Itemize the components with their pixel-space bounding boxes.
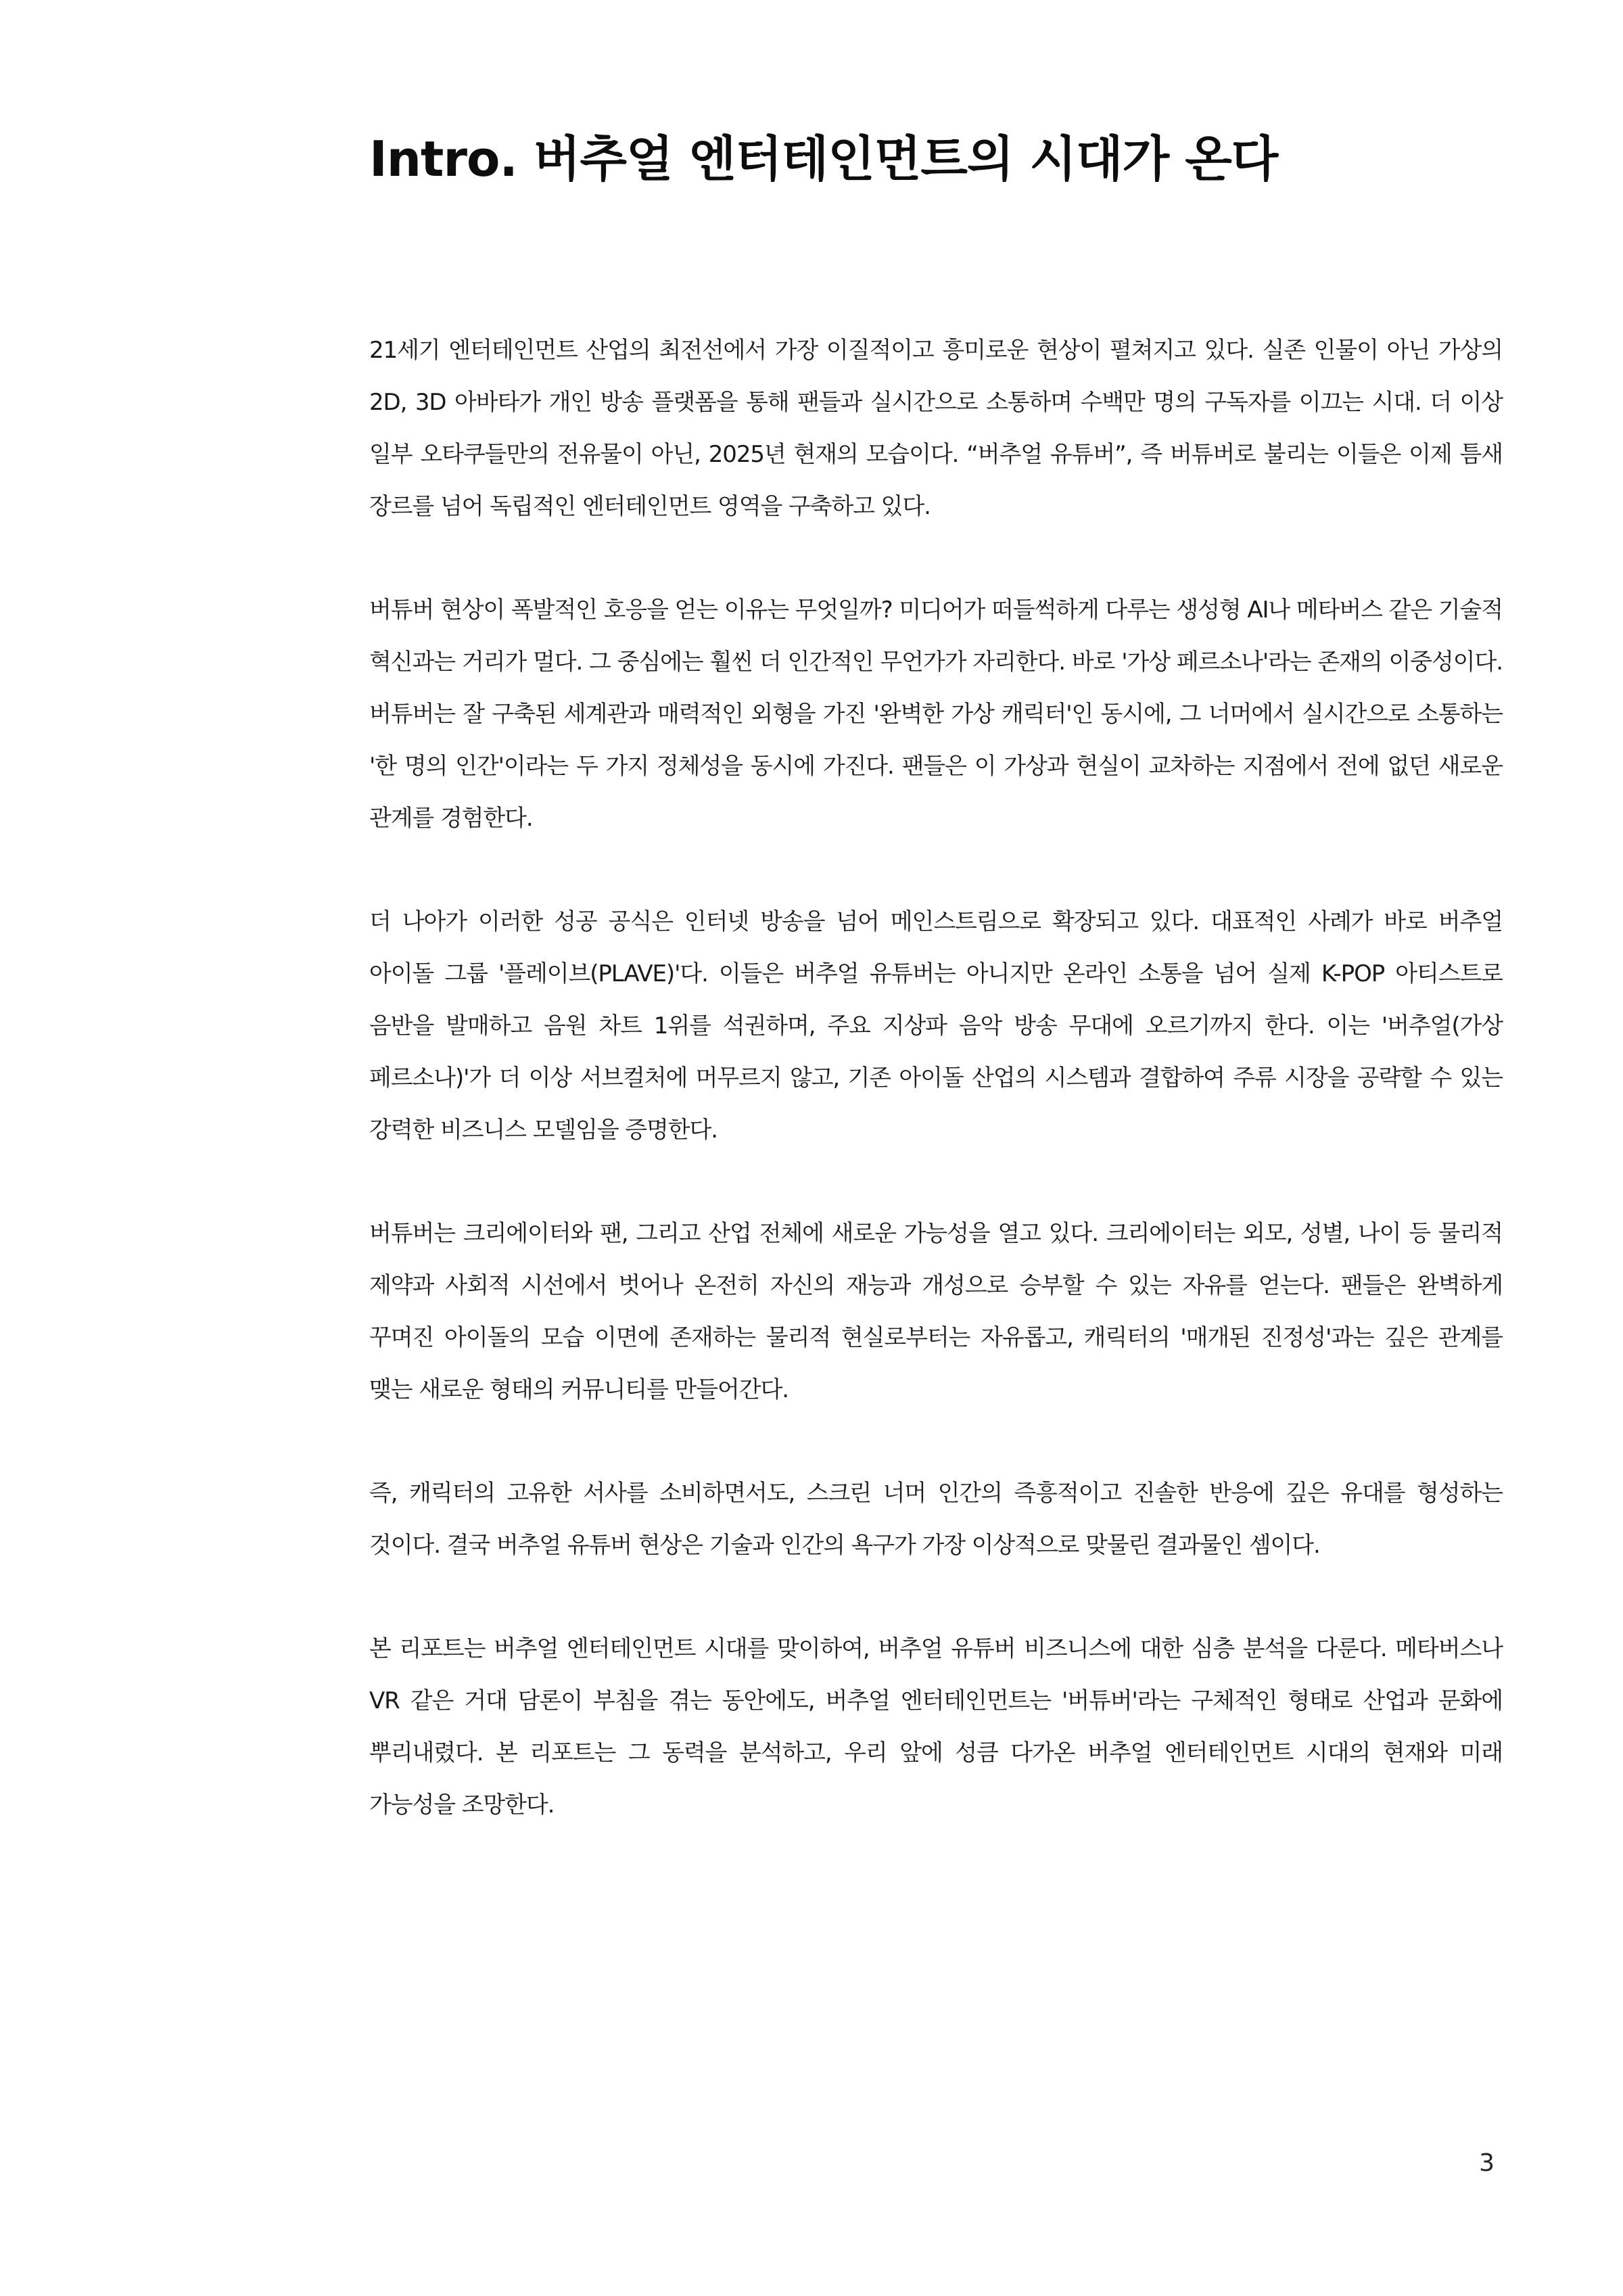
paragraph-3: 더 나아가 이러한 성공 공식은 인터넷 방송을 넘어 메인스트림으로 확장되고 있다. 대표적인 사례가 바로 버추얼 아이돌 그룹 '플레이브(PLAVE)'다. 이들은 버추얼 유튜버는 아니지만 온라인 소통을 넘어 실제 K-POP 아티스트로 음반을 발매하고 음원 차트 1위를 석권하며, 주요 지상파 음악 방송 무대에 오르기까지 한다. 이는 '버추얼(가상 페르소나)'가 더 이상 서브컬처에 머무르지 않고, 기존 아이돌 산업의 시스템과 결합하여 주류 시장을 공략할 수 있는 강력한 비즈니스 모델임을 증명한다. [369,908,1503,1144]
page-title: Intro. 버추얼 엔터테인먼트의 시대가 온다 [369,131,1278,187]
paragraph-5: 즉, 캐릭터의 고유한 서사를 소비하면서도, 스크린 너머 인간의 즉흥적이고 진솔한 반응에 깊은 유대를 형성하는 것이다. 결국 버추얼 유튜버 현상은 기술과 인간의 욕구가 가장 이상적으로 맞물린 결과물인 셈이다. [369,1480,1503,1559]
paragraph-1: 21세기 엔터테인먼트 산업의 최전선에서 가장 이질적이고 흥미로운 현상이 펼쳐지고 있다. 실존 인물이 아닌 가상의 2D, 3D 아바타가 개인 방송 플랫폼을 통해 팬들과 실시간으로 소통하며 수백만 명의 구독자를 이끄는 시대. 더 이상 일부 오타쿠들만의 전유물이 아닌, 2025년 현재의 모습이다. “버추얼 유튜버”, 즉 버튜버로 불리는 이들은 이제 틈새 장르를 넘어 독립적인 엔터테인먼트 영역을 구축하고 있다. [369,337,1503,520]
paragraph-2: 버튜버 현상이 폭발적인 호응을 얻는 이유는 무엇일까? 미디어가 떠들썩하게 다루는 생성형 AI나 메타버스 같은 기술적 혁신과는 거리가 멀다. 그 중심에는 훨씬 더 인간적인 무언가가 자리한다. 바로 '가상 페르소나'라는 존재의 이중성이다. 버튜버는 잘 구축된 세계관과 매력적인 외형을 가진 '완벽한 가상 캐릭터'인 동시에, 그 너머에서 실시간으로 소통하는 '한 명의 인간'이라는 두 가지 정체성을 동시에 가진다. 팬들은 이 가상과 현실이 교차하는 지점에서 전에 없던 새로운 관계를 경험한다. [369,596,1503,832]
paragraph-4: 버튜버는 크리에이터와 팬, 그리고 산업 전체에 새로운 가능성을 열고 있다. 크리에이터는 외모, 성별, 나이 등 물리적 제약과 사회적 시선에서 벗어나 온전히 자신의 재능과 개성으로 승부할 수 있는 자유를 얻는다. 팬들은 완벽하게 꾸며진 아이돌의 모습 이면에 존재하는 물리적 현실로부터는 자유롭고, 캐릭터의 '매개된 진정성'과는 깊은 관계를 맺는 새로운 형태의 커뮤니티를 만들어간다. [369,1220,1503,1403]
paragraph-6: 본 리포트는 버추얼 엔터테인먼트 시대를 맞이하여, 버추얼 유튜버 비즈니스에 대한 심층 분석을 다룬다. 메타버스나 VR 같은 거대 담론이 부침을 겪는 동안에도, 버추얼 엔터테인먼트는 '버튜버'라는 구체적인 형태로 산업과 문화에 뿌리내렸다. 본 리포트는 그 동력을 분석하고, 우리 앞에 성큼 다가온 버추얼 엔터테인먼트 시대의 현재와 미래 가능성을 조망한다. [369,1635,1503,1819]
body-text [369,325,1503,1883]
page-number: 3 [1479,2149,1495,2177]
